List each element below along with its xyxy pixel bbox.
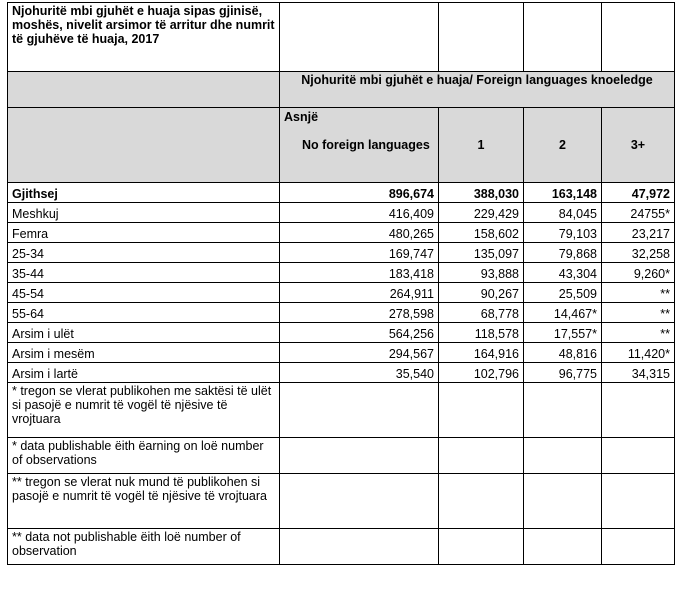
table-row: Arsim i lartë 35,540 102,796 96,775 34,315	[8, 363, 675, 383]
footnote-text: * data publishable ëith ëarning on loë number of observations	[8, 438, 280, 474]
table-title: Njohuritë mbi gjuhët e huaja sipas gjinisë, moshës, nivelit arsimor të arritur dhe numrit të gjuhëve të huaja, 2017	[8, 3, 280, 72]
footnote-row	[8, 474, 675, 529]
footnote-text: * tregon se vlerat publikohen me saktësi të ulët si pasojë e numrit të vogël të njësive të vrojtuara	[8, 383, 280, 438]
table-row: 45-54 264,911 90,267 25,509 **	[8, 283, 675, 303]
table-row: 25-34 169,747 135,097 79,868 32,258	[8, 243, 675, 263]
table-row: 55-64 278,598 68,778 14,467* **	[8, 303, 675, 323]
footnote-row	[8, 438, 675, 474]
footnote-row	[8, 383, 675, 438]
table-row: Arsim i mesëm 294,567 164,916 48,816 11,420*	[8, 343, 675, 363]
group-header: Njohuritë mbi gjuhët e huaja/ Foreign languages knoeledge	[280, 72, 675, 108]
column-header-1: 1	[439, 108, 524, 183]
table-row: Meshkuj 416,409 229,429 84,045 24755*	[8, 203, 675, 223]
footnote-row	[8, 529, 675, 565]
table-row: 35-44 183,418 93,888 43,304 9,260*	[8, 263, 675, 283]
column-header-3plus: 3+	[602, 108, 675, 183]
column-header-none: Asnjë No foreign languages	[280, 108, 439, 183]
table-row: Arsim i ulët 564,256 118,578 17,557* **	[8, 323, 675, 343]
table-row: Gjithsej 896,674 388,030 163,148 47,972	[8, 183, 675, 203]
footnote-text: ** data not publishable ëith loë number of observation	[8, 529, 280, 565]
data-table	[7, 2, 675, 565]
table-row: Femra 480,265 158,602 79,103 23,217	[8, 223, 675, 243]
footnote-text: ** tregon se vlerat nuk mund të publikohen si pasojë e numrit të vogël të njësive të vrojtuara	[8, 474, 280, 529]
column-header-2: 2	[524, 108, 602, 183]
